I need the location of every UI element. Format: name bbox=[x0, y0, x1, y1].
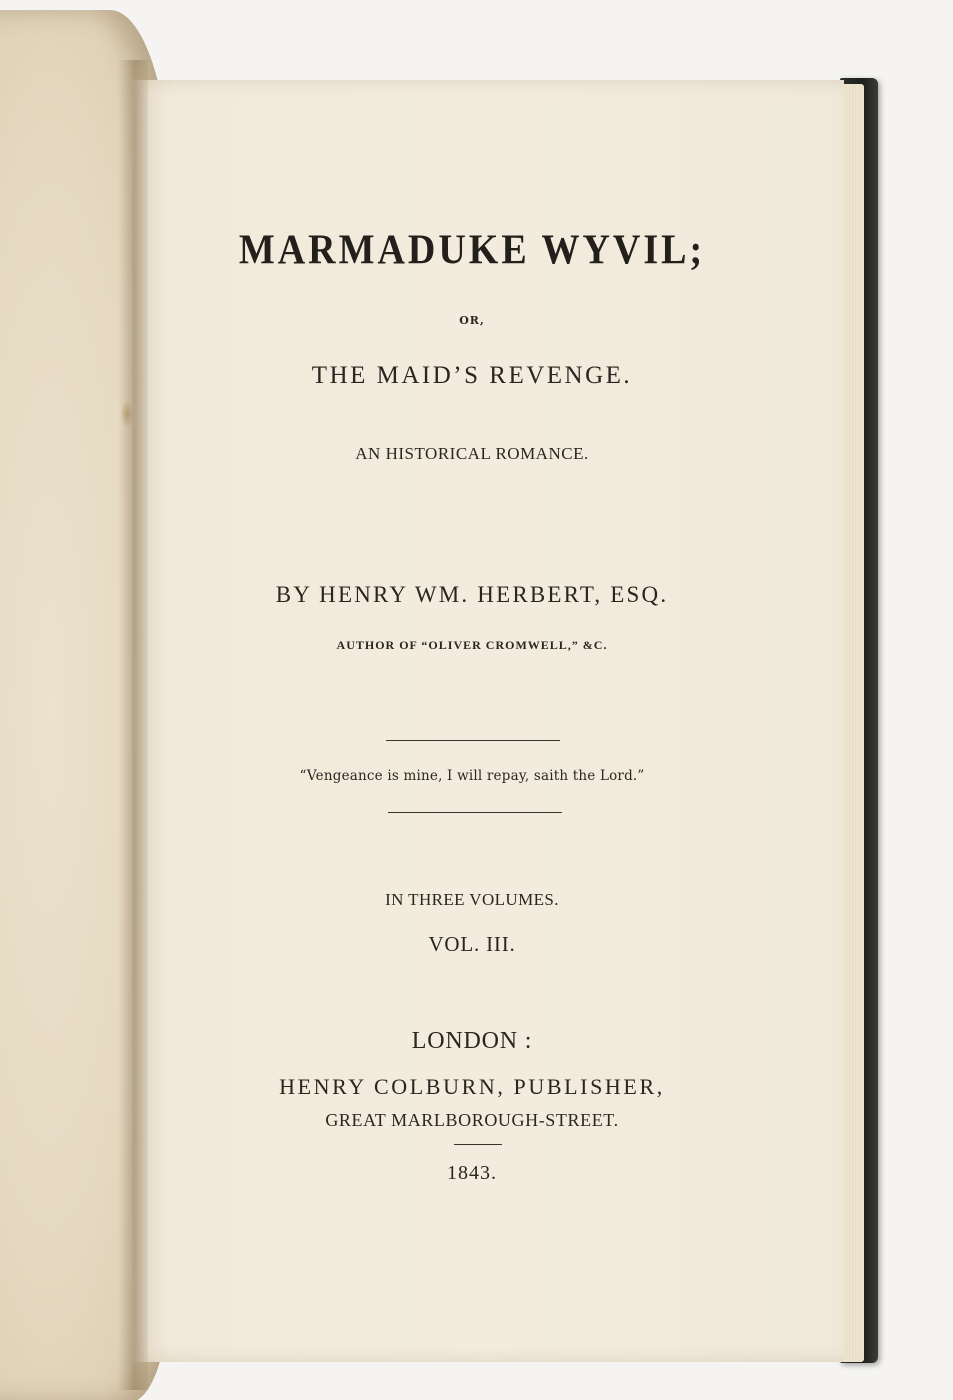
volume-number: VOL. III. bbox=[428, 932, 516, 956]
rule-above-epigraph bbox=[386, 740, 560, 741]
imprint-year: 1843. bbox=[447, 1162, 497, 1184]
gutter-shadow bbox=[118, 60, 148, 1390]
imprint-publisher: HENRY COLBURN, PUBLISHER, bbox=[279, 1074, 665, 1099]
genre-line: AN HISTORICAL ROMANCE. bbox=[355, 444, 589, 463]
rule-below-epigraph bbox=[388, 812, 562, 813]
epigraph: “Vengeance is mine, I will repay, saith the Lord.” bbox=[299, 768, 645, 784]
main-title: MARMADUKE WYVIL; bbox=[238, 226, 706, 274]
imprint-place: LONDON : bbox=[411, 1028, 533, 1054]
author-credits: AUTHOR OF “OLIVER CROMWELL,” &C. bbox=[336, 638, 608, 652]
author-byline: BY HENRY WM. HERBERT, ESQ. bbox=[275, 582, 669, 607]
subtitle: THE MAID’S REVENGE. bbox=[311, 362, 633, 389]
title-page bbox=[132, 80, 844, 1362]
rule-above-year bbox=[454, 1144, 502, 1145]
title-conjunction: OR, bbox=[459, 314, 485, 327]
volume-count: IN THREE VOLUMES. bbox=[385, 890, 559, 909]
imprint-street: GREAT MARLBOROUGH-STREET. bbox=[325, 1110, 619, 1130]
